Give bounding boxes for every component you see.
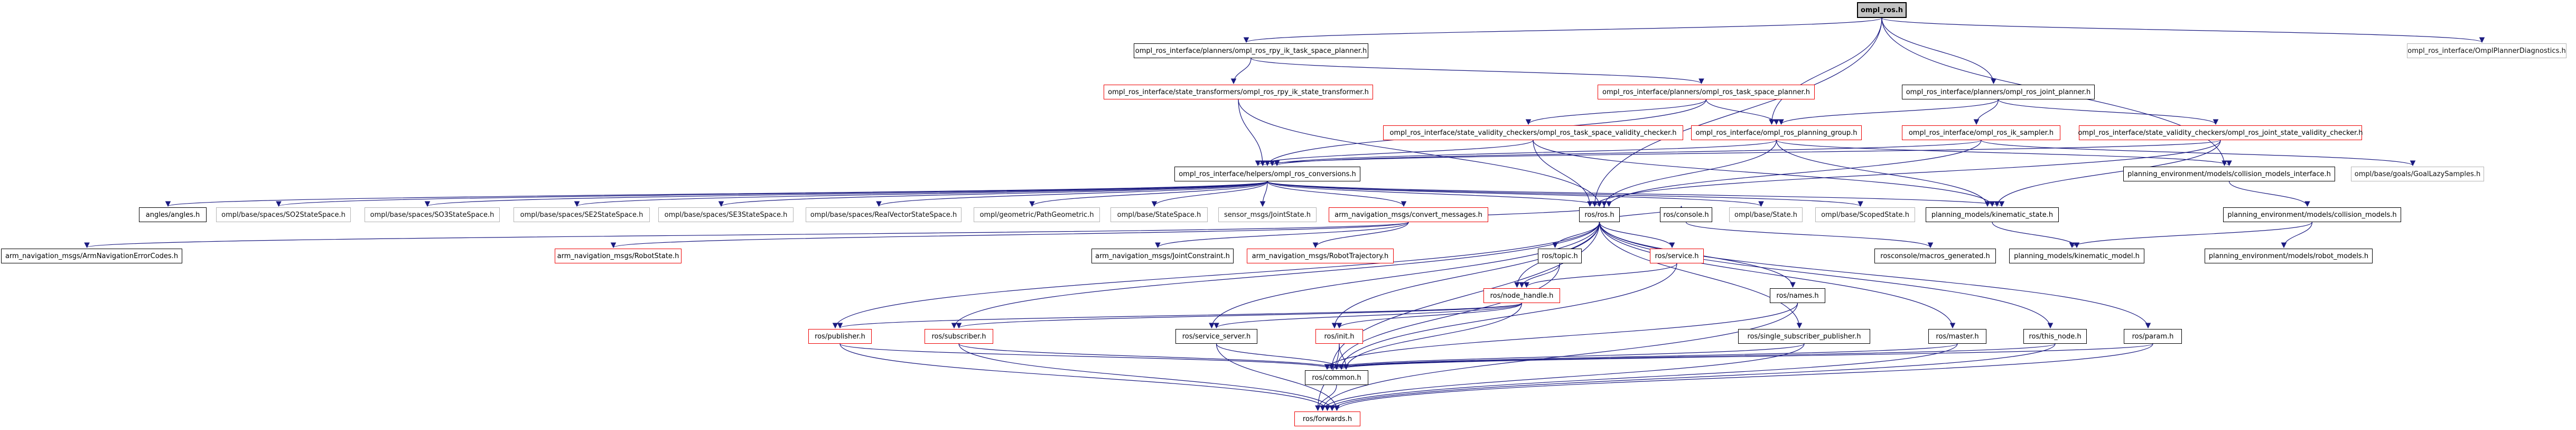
graph-node-param[interactable]: ros/param.h — [2124, 329, 2182, 344]
graph-node-fwd[interactable]: ros/forwards.h — [1294, 411, 1360, 426]
graph-edge-topic-common — [1337, 263, 1560, 369]
graph-node-rosros[interactable]: ros/ros.h — [1579, 207, 1620, 222]
graph-node-ks[interactable]: planning_models/kinematic_state.h — [1926, 207, 2059, 222]
graph-node-anec[interactable]: arm_navigation_msgs/ArmNavigationErrorCodes.h — [1, 249, 182, 263]
graph-node-rvss[interactable]: ompl/base/spaces/RealVectorStateSpace.h — [806, 207, 962, 222]
graph-edge-cmi-pecm — [2229, 181, 2308, 206]
graph-edge-jsvc-conv — [1263, 140, 2220, 166]
graph-edge-rosros-thisnode — [1600, 222, 2051, 328]
graph-edge-root-pg — [1772, 18, 1882, 124]
graph-edge-cm-jc — [1158, 222, 1409, 248]
graph-node-ss[interactable]: ompl/base/StateSpace.h — [1110, 207, 1208, 222]
graph-edge-master-fwd — [1328, 344, 1958, 410]
graph-node-macros[interactable]: rosconsole/macros_generated.h — [1874, 249, 1996, 263]
graph-node-tsvc[interactable]: ompl_ros_interface/state_validity_checkers/ompl_ros_task_space_validity_checker.h — [1383, 125, 1683, 140]
graph-node-names[interactable]: ros/names.h — [1770, 288, 1825, 303]
graph-node-cm[interactable]: arm_navigation_msgs/convert_messages.h — [1329, 207, 1488, 222]
graph-edge-tsp-tsvc — [1528, 99, 1706, 124]
graph-edge-rosros-ssp — [1600, 222, 1800, 328]
graph-node-angles[interactable]: angles/angles.h — [139, 207, 207, 222]
graph-edge-rosros-topic — [1555, 222, 1600, 248]
graph-node-so3[interactable]: ompl/base/spaces/SO3StateSpace.h — [365, 207, 500, 222]
graph-edge-ks-km — [1992, 222, 2077, 248]
graph-edge-thisnode-fwd — [1332, 344, 2056, 410]
graph-edge-topic-nh — [1522, 263, 1560, 287]
graph-node-service[interactable]: ros/service.h — [1650, 249, 1704, 263]
graph-edge-jp-pg — [1781, 99, 1999, 124]
graph-node-tsp[interactable]: ompl_ros_interface/planners/ompl_ros_task_space_planner.h — [1598, 85, 1815, 99]
graph-node-pecm[interactable]: planning_environment/models/collision_models.h — [2223, 207, 2401, 222]
graph-edge-jp-jsvc — [1999, 99, 2216, 124]
graph-edge-root-rpy_ik_tsp — [1246, 18, 1882, 42]
graph-node-topic[interactable]: ros/topic.h — [1538, 249, 1582, 263]
graph-node-km[interactable]: planning_models/kinematic_model.h — [2009, 249, 2144, 263]
graph-node-scoped[interactable]: ompl/base/ScopedState.h — [1815, 207, 1915, 222]
graph-node-rpy_ik_st[interactable]: ompl_ros_interface/state_transformers/ompl_ros_rpy_ik_state_transformer.h — [1104, 85, 1373, 99]
graph-edge-thisnode-common — [1337, 344, 2055, 369]
graph-edge-pg-cmi — [1777, 140, 2229, 166]
graph-edge-conv-scoped — [1267, 181, 1861, 206]
graph-node-jc[interactable]: arm_navigation_msgs/JointConstraint.h — [1091, 249, 1234, 263]
graph-edge-console-macros — [1686, 222, 1931, 248]
graph-edge-root-jp — [1882, 18, 1994, 84]
graph-node-master[interactable]: ros/master.h — [1928, 329, 1986, 344]
graph-edge-master-common — [1332, 344, 1957, 369]
graph-node-root[interactable]: ompl_ros.h — [1857, 2, 1907, 18]
graph-node-pub[interactable]: ros/publisher.h — [808, 329, 872, 344]
graph-edge-nh-sub — [959, 303, 1522, 328]
graph-edge-cm-anec — [87, 222, 1409, 248]
graph-edge-rpy_ik_tsp-tsp — [1251, 58, 1702, 84]
graph-edge-conv-se2 — [577, 181, 1267, 206]
graph-node-jsvc[interactable]: ompl_ros_interface/state_validity_checkers/ompl_ros_joint_state_validity_checker.h — [2079, 125, 2362, 140]
graph-edge-conv-state — [1267, 181, 1761, 206]
graph-edge-nh-common — [1346, 303, 1522, 369]
graph-edge-iks-conv — [1277, 140, 1981, 166]
graph-node-cmi[interactable]: planning_environment/models/collision_models_interface.h — [2123, 167, 2335, 181]
graph-edge-service-nh — [1527, 263, 1677, 287]
graph-edge-pub-common — [840, 344, 1332, 369]
graph-node-ssrv[interactable]: ros/service_server.h — [1175, 329, 1257, 344]
graph-edge-tsvc-rosros — [1533, 140, 1590, 206]
graph-node-iks[interactable]: ompl_ros_interface/ompl_ros_ik_sampler.h — [1902, 125, 2060, 140]
graph-node-init[interactable]: ros/init.h — [1315, 329, 1363, 344]
graph-node-rpy_ik_tsp[interactable]: ompl_ros_interface/planners/ompl_ros_rpy_ik_task_space_planner.h — [1134, 43, 1368, 58]
graph-edge-conv-so2 — [279, 181, 1268, 206]
graph-edge-jp-iks — [1976, 99, 1999, 124]
graph-node-js[interactable]: sensor_msgs/JointState.h — [1218, 207, 1317, 222]
graph-edge-nh-pub — [840, 303, 1522, 328]
graph-edge-conv-ks — [1267, 181, 2002, 206]
graph-edge-root-rosros — [1595, 18, 1882, 206]
graph-node-gls[interactable]: ompl/base/goals/GoalLazySamples.h — [2351, 167, 2484, 181]
graph-edge-ssp-fwd — [1323, 344, 1805, 410]
graph-node-pg[interactable]: ompl_ros_interface/ompl_ros_planning_group.h — [1691, 125, 1862, 140]
graph-node-rstate[interactable]: arm_navigation_msgs/RobotState.h — [555, 249, 682, 263]
graph-node-thisnode[interactable]: ros/this_node.h — [2023, 329, 2087, 344]
graph-edge-iks-gls — [1981, 140, 2413, 166]
graph-edge-common-fwd — [1318, 385, 1337, 410]
graph-node-se2[interactable]: ompl/base/spaces/SE2StateSpace.h — [514, 207, 650, 222]
graph-edge-rpy_ik_tsp-rpy_ik_st — [1234, 58, 1251, 84]
graph-node-se3[interactable]: ompl/base/spaces/SE3StateSpace.h — [658, 207, 794, 222]
graph-node-console[interactable]: ros/console.h — [1660, 207, 1712, 222]
graph-edge-conv-angles — [168, 181, 1267, 206]
graph-node-pathgeo[interactable]: ompl/geometric/PathGeometric.h — [974, 207, 1100, 222]
graph-node-sub[interactable]: ros/subscriber.h — [925, 329, 993, 344]
graph-edge-root-diagnostics — [1882, 18, 2482, 42]
graph-node-ssp[interactable]: ros/single_subscriber_publisher.h — [1738, 329, 1870, 344]
graph-edge-nh-ssrv — [1217, 303, 1522, 328]
graph-edge-pecm-km — [2072, 222, 2312, 248]
graph-node-rm[interactable]: planning_environment/models/robot_models.h — [2205, 249, 2373, 263]
graph-edge-pecm-rm — [2284, 222, 2312, 248]
graph-edge-service-common — [1341, 263, 1677, 369]
graph-node-jp[interactable]: ompl_ros_interface/planners/ompl_ros_joint_planner.h — [1902, 85, 2095, 99]
graph-node-state[interactable]: ompl/base/State.h — [1729, 207, 1803, 222]
graph-node-rt[interactable]: arm_navigation_msgs/RobotTrajectory.h — [1247, 249, 1394, 263]
graph-edge-rosros-sub — [954, 222, 1600, 328]
graph-node-nh[interactable]: ros/node_handle.h — [1483, 288, 1560, 303]
graph-node-common[interactable]: ros/common.h — [1305, 370, 1368, 385]
graph-edge-conv-so3 — [427, 181, 1267, 206]
graph-node-conv[interactable]: ompl_ros_interface/helpers/ompl_ros_conversions.h — [1174, 167, 1360, 181]
graph-node-so2[interactable]: ompl/base/spaces/SO2StateSpace.h — [216, 207, 351, 222]
graph-edge-rosros-param — [1600, 222, 2149, 328]
graph-edge-rosros-pub — [835, 222, 1600, 328]
graph-edge-rpy_ik_st-conv — [1238, 99, 1263, 166]
graph-edge-conv-se3 — [721, 181, 1267, 206]
graph-node-diagnostics[interactable]: ompl_ros_interface/OmplPlannerDiagnostics.h — [2407, 43, 2566, 58]
